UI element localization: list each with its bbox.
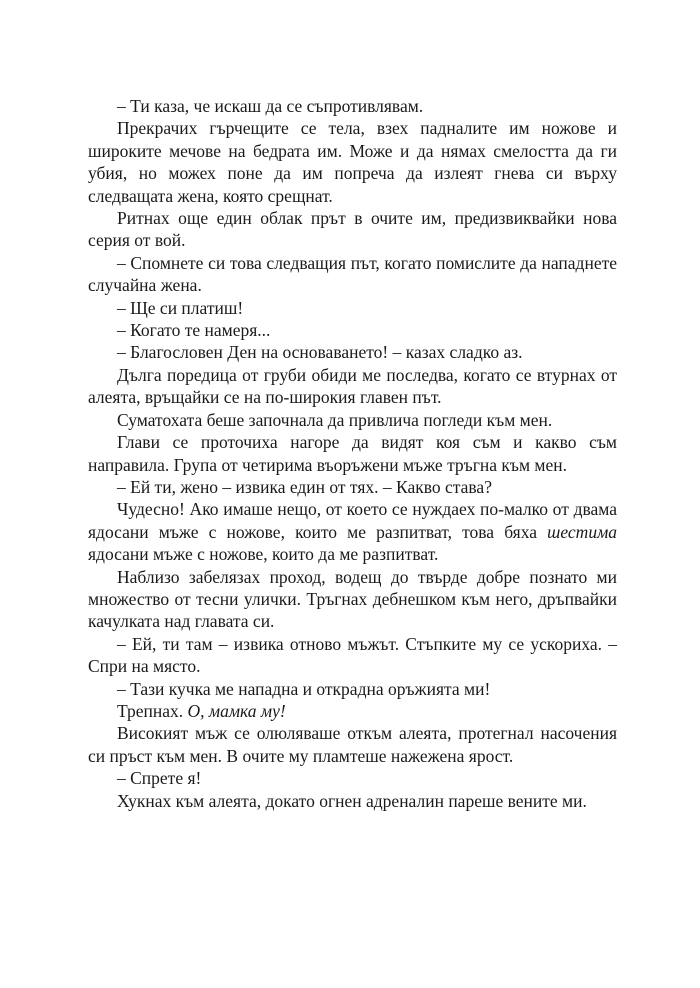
paragraph <box>88 767 617 789</box>
paragraph <box>88 431 617 476</box>
paragraph-text: Ритнах още един облак прът в очите им, предизвиквайки нова серия от вой. <box>88 208 617 251</box>
paragraph-text: Дълга поредица от груби обиди ме последва, когато се втурнах от алеята, връщайки се на по-широкия главен път. <box>88 364 617 408</box>
paragraph <box>88 409 617 431</box>
paragraph-text: ядосани мъже с ножове, които да ме разпитват. <box>88 544 439 565</box>
paragraph <box>88 341 617 363</box>
paragraph-text: – Ей ти, жено – извика един от тях. – Какво става? <box>117 476 492 497</box>
paragraph <box>88 633 617 678</box>
paragraph <box>88 95 617 117</box>
paragraph <box>88 678 617 700</box>
paragraph <box>88 790 617 812</box>
paragraph-text: – Благословен Ден на основаването! – казах сладко аз. <box>117 342 523 363</box>
paragraph-text: Глави се проточиха нагоре да видят коя съм и какво съм направила. Група от четирима въоръжени мъже тръгна към мен. <box>88 432 617 475</box>
paragraph-text: Чудесно! Ако имаше нещо, от което се нуждаех по-малко от двама ядосани мъже с ножове, които ме разпитват, това бяха <box>88 499 617 542</box>
paragraph-text: Трепнах. <box>117 700 188 721</box>
paragraph-text: – Ей, ти там – извика отново мъжът. Стъпките му се ускориха. – Спри на място. <box>88 633 617 677</box>
paragraph <box>88 297 617 319</box>
paragraph-text: – Когато те намеря... <box>117 320 271 341</box>
paragraph-text: Високият мъж се олюляваше откъм алеята, протегнал насочения си пръст към мен. В очите му пламтеше нажежена ярост. <box>88 723 617 766</box>
paragraph <box>88 566 617 633</box>
emphasis-text: шестима <box>547 521 617 542</box>
paragraph-text: – Ти каза, че искаш да се съпротивлявам. <box>117 96 424 116</box>
paragraph <box>88 364 617 409</box>
body-text <box>88 95 617 812</box>
paragraph-text: Суматохата беше започнала да привлича погледи към мен. <box>117 409 553 430</box>
paragraph <box>88 498 617 565</box>
paragraph <box>88 207 617 252</box>
paragraph <box>88 117 617 207</box>
paragraph-text: Наблизо забелязах проход, водещ до твърде добре познато ми множество от тесни улички. Тръгнах дебнешком към него, дръпвайки качулката над главата си. <box>88 566 617 632</box>
paragraph <box>88 319 617 341</box>
paragraph <box>88 252 617 297</box>
paragraph-text: – Тази кучка ме нападна и открадна оръжията ми! <box>117 678 491 699</box>
paragraph-text: Хукнах към алеята, докато огнен адреналин пареше вените ми. <box>117 790 587 811</box>
paragraph-text: – Спомнете си това следващия път, когато помислите да нападнете случайна жена. <box>88 252 617 296</box>
paragraph <box>88 700 617 722</box>
paragraph-text: – Спрете я! <box>117 768 202 789</box>
paragraph <box>88 476 617 498</box>
paragraph-text: Прекрачих гърчещите се тела, взех падналите им ножове и широките мечове на бедрата им. Може и да нямах смелостта да ги убия, но можех поне да им попреча да излеят гнева си върху следващата жена, която срещнат. <box>88 118 617 206</box>
paragraph-text: – Ще си платиш! <box>117 297 244 318</box>
paragraph <box>88 722 617 767</box>
emphasis-text: О, мамка му! <box>187 700 286 721</box>
